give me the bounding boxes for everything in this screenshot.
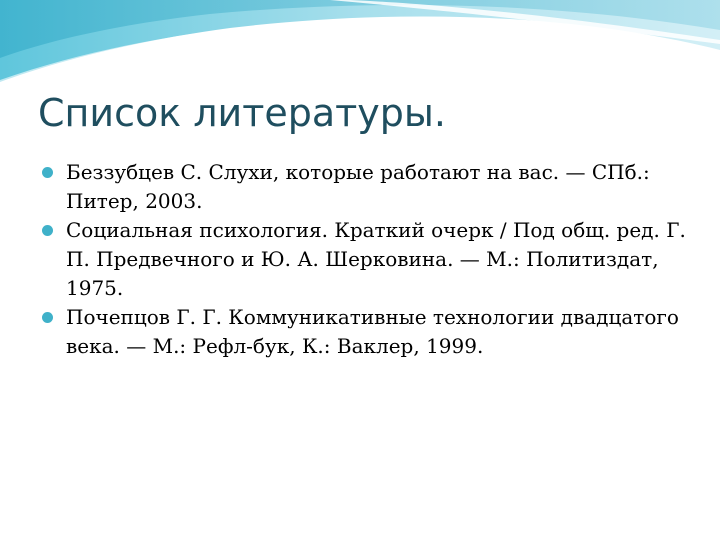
circle-bullet-icon [42, 312, 53, 323]
slide-title: Список литературы. [38, 91, 446, 135]
bibliography-item-text: Социальная психология. Краткий очерк / Под общ. ред. Г. П. Предвечного и Ю. А. Шерковина. — М.: Политиздат, 1975. [66, 218, 686, 300]
bibliography-item-text: Беззубцев С. Слухи, которые работают на вас. — СПб.: Питер, 2003. [66, 160, 650, 213]
bibliography-item-text: Почепцов Г. Г. Коммуникативные технологии двадцатого века. — М.: Рефл-бук, К.: Ваклер, 1999. [66, 305, 679, 358]
header-wave-decoration [0, 0, 720, 90]
bibliography-item [40, 216, 690, 303]
bibliography-list [40, 158, 690, 361]
bibliography-item [40, 303, 690, 361]
circle-bullet-icon [42, 225, 53, 236]
circle-bullet-icon [42, 167, 53, 178]
bibliography-item [40, 158, 690, 216]
